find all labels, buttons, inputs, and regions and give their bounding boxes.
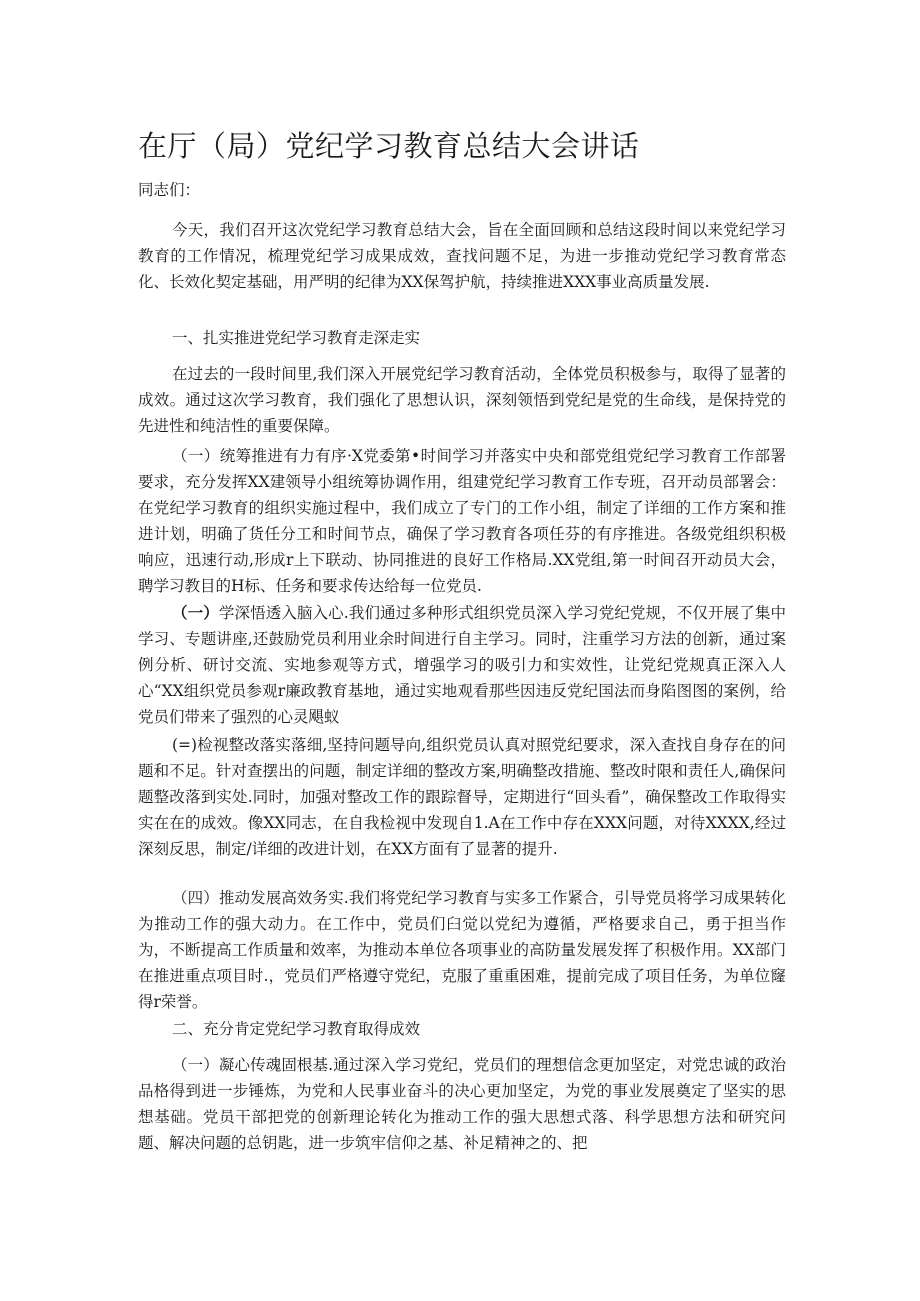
section-1-item-2-label: （一） <box>172 603 219 622</box>
section-1-item-4-paragraph: （四）推动发展高效务实.我们将党纪学习教育与实多工作紧合，引导党员将学习成果转化为推动工作的强大动力。在工作中，党员们臼觉以党纪为遵循，严格要求自己，勇于担当作为，不断提高工作质量和效率，为推动本单位各项事业的高防量发展发挥了积极作用。XX部门在推进重点项目时.，党员们严格遵守党纪，克服了重重困难，提前完成了项目任务，为单位窿得r荣誉。 <box>138 889 786 1011</box>
document-title: 在厅（局）党纪学习教育总结大会讲话 <box>138 129 640 163</box>
section-2-heading: 二、充分肯定党纪学习教育取得成效 <box>172 1020 421 1038</box>
section-1-item-2-paragraph <box>138 600 786 730</box>
section-1-item-3-paragraph: (=)检视整改落实落细,坚持问题导向,组织党员认真对照党纪要求，深入查找自身存在的问题和不足。针对查摆出的问题，制定详细的整改方案,明确整改措施、整改时限和责任人,确保问题整改落到实处.同时，加强对整改工作的跟踪督导，定期进行“回头看”，确保整改工作取得实实在在的成效。像XX同志，在自我检视中发现自1.A在工作中存在XXX问题，对待XXXX,经过深刻反思，制定/详细的改进计划，在XX方面有了显著的提升. <box>138 736 786 858</box>
section-1-item-2-text: 学深悟透入脑入心.我们通过多种形式组织党员深入学习党纪党规，不仅开展了集中学习、专题讲座,还鼓励党员利用业余时间进行自主学习。同时，注重学习方法的创新，通过案例分析、研讨交流、实地参观等方式，增强学习的吸引力和实效性，让党纪党规真正深入人心“XX组织党员参观r廉政教育基地，通过实地观看那些因违反党纪国法而身陷图图的案例，给党员们带来了强烈的心灵飓蚁 <box>138 604 786 726</box>
intro-paragraph: 今天，我们召开这次党纪学习教育总结大会，旨在全面回顾和总结这段时间以来党纪学习教育的工作情况，梳理党纪学习成果成效，查找问题不足，为进一步推动党纪学习教育常态化、长效化契定基础，用严明的纪律为XX保驾护航，持续推进XXX事业高质量发展. <box>138 221 786 291</box>
section-2-item-1-paragraph: （一）凝心传魂固根基.通过深入学习党纪，党员们的理想信念更加坚定，对党忠诚的政治品格得到进一步锤炼，为党和人民事业奋斗的决心更加坚定，为党的事业发展奠定了坚实的思想基础。党员干部把党的创新理论转化为推动工作的强大思想式落、科学思想方法和研究问题、解决问题的总钥匙，进一步筑牢信仰之基、补足精神之的、把 <box>138 1056 786 1152</box>
section-1-item-1-paragraph: （一）统筹推进有力有序·X党委第•时间学习并落实中央和部党组党纪学习教育工作部署要求，充分发挥XX建领导小组统筹协调作用，组建党纪学习教育工作专班，召开动员部署会：在党纪学习教育的组织实施过程中，我们成立了专门的工作小组，制定了详细的工作方案和推进计划，明确了货任分工和时间节点，确保了学习教育各项任芬的有序推进。各级党组织积极响应，迅速行动,形成r上下联动、协同推进的良好工作格局.XX党组,第一时间召开动员大会，聘学习教目的H标、任务和要求传达给每一位党员. <box>138 447 786 595</box>
section-1-lead-paragraph: 在过去的一段时间里,我们深入开展党纪学习教育活动，全体党员积极参与，取得了显著的成效。通过这次学习教育，我们强化了思想认识，深刻领悟到党纪是党的生命线，是保持党的先进性和纯洁性的重要保障。 <box>138 365 786 435</box>
salutation: 同志们： <box>138 181 201 199</box>
section-1-heading: 一、扎实推进党纪学习教育走深走实 <box>172 329 421 347</box>
